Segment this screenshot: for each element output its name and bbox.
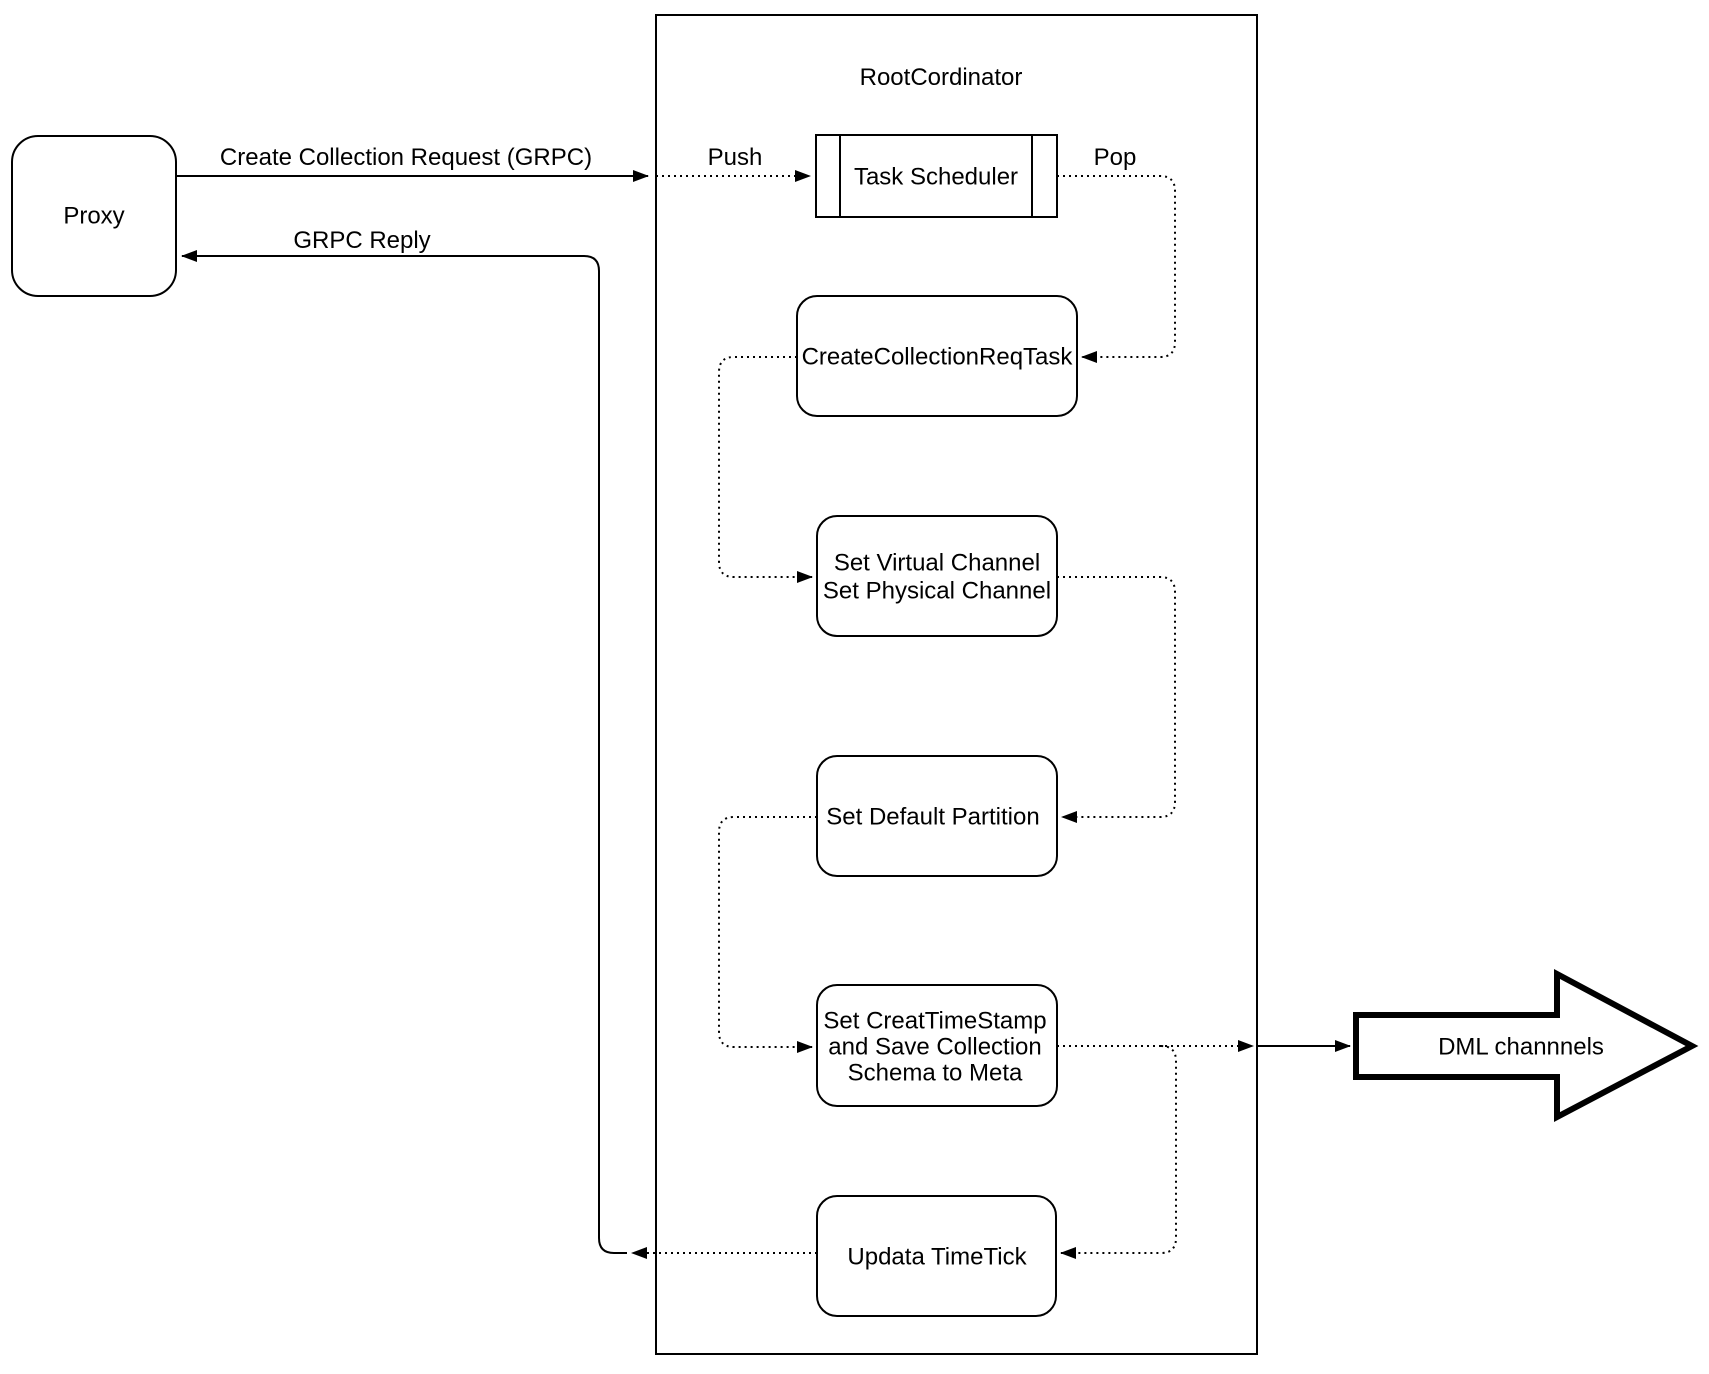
- node-task-scheduler: [816, 135, 1057, 217]
- node-create-collection-req-task-label: CreateCollectionReqTask: [801, 343, 1073, 371]
- node-set-channels-label-line1: Set Virtual Channel: [833, 549, 1041, 577]
- node-set-creat-timestamp-label-line1: Set CreatTimeStamp: [823, 1007, 1047, 1035]
- edge-grpc-reply: [182, 256, 627, 1253]
- edge-create-collection-request-label: Create Collection Request (GRPC): [219, 144, 593, 171]
- node-set-default-partition-label: Set Default Partition: [826, 803, 1040, 831]
- edge-push-label: Push: [707, 144, 763, 171]
- node-set-channels: [817, 516, 1057, 636]
- edge-pop-label: Pop: [1093, 144, 1137, 171]
- node-task-scheduler-label: Task Scheduler: [853, 163, 1019, 191]
- node-set-channels-label-line2: Set Physical Channel: [822, 577, 1052, 605]
- node-set-creat-timestamp: [817, 985, 1057, 1106]
- node-dml-channels-label: DML channnels: [1438, 1033, 1604, 1061]
- node-updata-timetick-label: Updata TimeTick: [847, 1243, 1027, 1271]
- node-set-creat-timestamp-label-line2: and Save Collection: [828, 1033, 1042, 1061]
- rootcoordinator-title: RootCordinator: [859, 64, 1023, 91]
- node-proxy: [12, 136, 176, 296]
- node-updata-timetick: [817, 1196, 1056, 1316]
- edge-grpc-reply-label: GRPC Reply: [293, 227, 431, 254]
- node-create-collection-req-task: [797, 296, 1077, 416]
- node-set-default-partition: [817, 756, 1057, 876]
- node-set-creat-timestamp-label-line3: Schema to Meta: [847, 1059, 1023, 1087]
- node-proxy-label: Proxy: [63, 202, 125, 230]
- node-dml-channels: [1356, 974, 1692, 1117]
